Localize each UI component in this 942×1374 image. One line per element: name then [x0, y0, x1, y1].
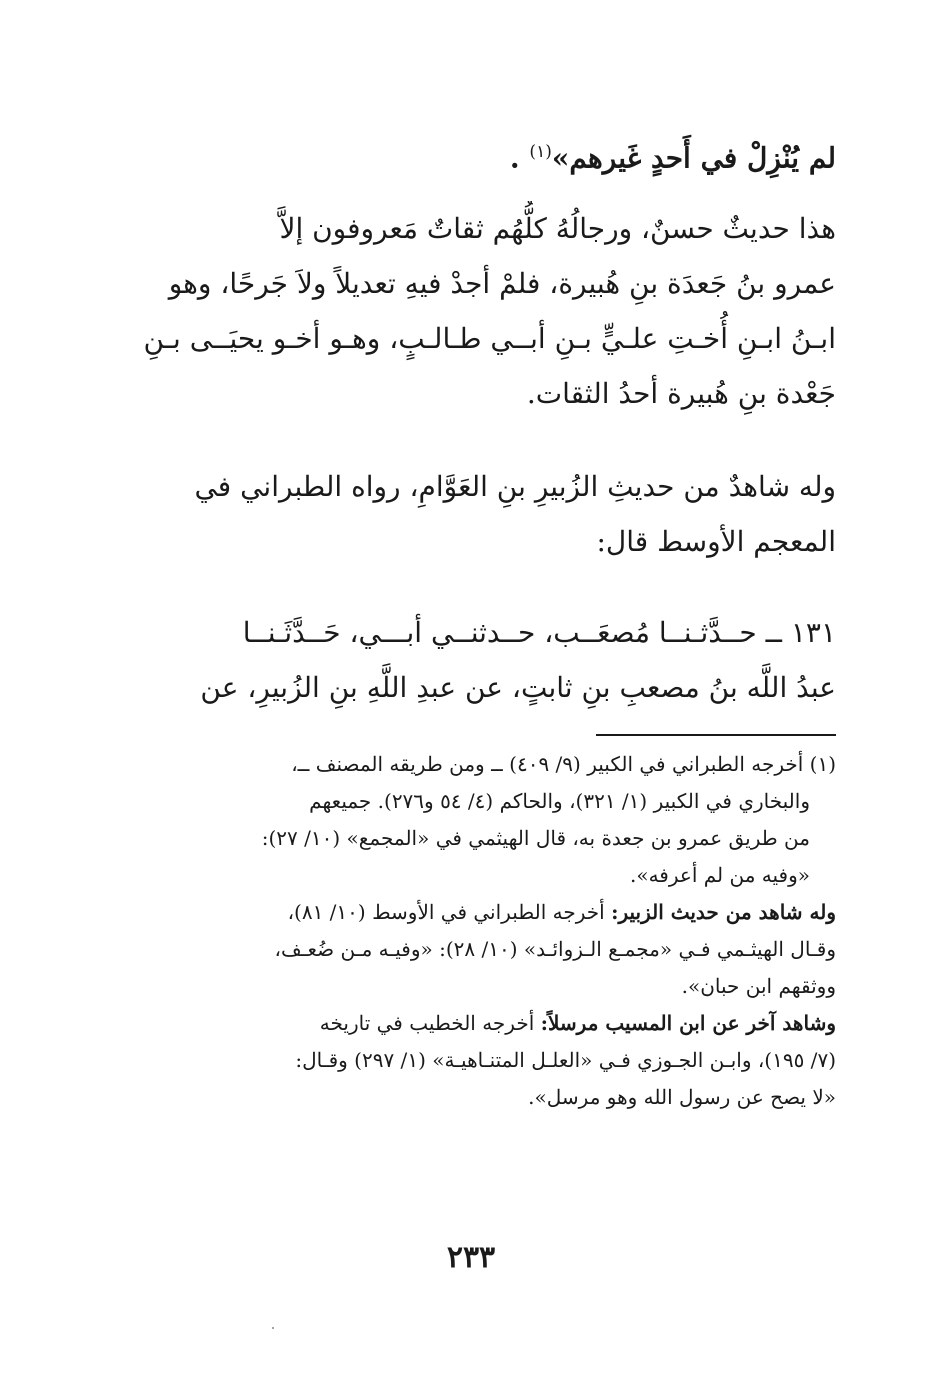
page-number: ٢٣٣ [446, 1240, 496, 1275]
footnote-line: ووثقهم ابن حبان». [681, 974, 836, 998]
opening-end: . [509, 141, 530, 175]
paragraph-line: هذا حديثٌ حسنٌ، ورجالُهُ كلُّهُم ثقاتٌ مَعروفون إلاَّ [279, 212, 836, 245]
opening-line [136, 125, 836, 180]
paragraph-line: المعجم الأوسط قال: [596, 525, 836, 558]
footnote-line: (١) أخرجه الطبراني في الكبير (٩/ ٤٠٩) ــ ومن طريقه المصنف ــ، [291, 752, 836, 776]
paragraph-line: وله شاهدٌ من حديثِ الزُبيرِ بنِ العَوَّامِ، رواه الطبراني في [194, 470, 836, 503]
footnote-separator [596, 734, 836, 736]
hadith-line: عبدُ اللَّه بنُ مصعبِ بنِ ثابتٍ، عن عبدِ اللَّهِ بنِ الزُبيرِ، عن [200, 671, 836, 704]
opening-text: لم يُنْزِلْ في أَحدٍ غَيرهم» [551, 141, 836, 175]
hadith-line: ١٣١ ــ حــدَّثـنــا مُصعَــب، حــدثنــي أبـــي، حَــدَّثَـنــا [242, 616, 836, 649]
footnote-line: «لا يصح عن رسول الله وهو مرسل». [528, 1085, 836, 1109]
footnote-heading: وشاهد آخر عن ابن المسيب مرسلاً: [540, 1011, 836, 1035]
footnote-line [136, 1005, 836, 1042]
paragraph-shahid [136, 459, 836, 569]
paragraph-hadith-grading [136, 201, 836, 421]
hadith-131 [136, 605, 836, 715]
footnote-text: أخرجه الخطيب في تاريخه [319, 1011, 541, 1035]
footnote-heading: وله شاهد من حديث الزبير: [611, 900, 836, 924]
paragraph-line: جَعْدة بنِ هُبيرة أحدُ الثقات. [526, 377, 836, 410]
footnote-line: «وفيه من لم أعرفه». [629, 863, 810, 887]
footnote-line: (٧/ ١٩٥)، وابـن الجـوزي فـي «العلـل المتنـاهيـة» (١/ ٢٩٧) وقـال: [295, 1048, 836, 1072]
opening-text-line [136, 125, 836, 180]
footnote-line: وقـال الهيثـمي فـي «مجمـع الـزوائـد» (١٠/ ٢٨): «وفيـه مـن ضُعـف، [274, 937, 836, 961]
footnote-line: من طريق عمرو بن جعدة به، قال الهيثمي في «المجمع» (١٠/ ٢٧): [261, 826, 810, 850]
footnotes [136, 746, 836, 1116]
footnote-line [136, 894, 836, 931]
footnote-text: أخرجه الطبراني في الأوسط (١٠/ ٨١)، [287, 900, 612, 924]
scan-speck [272, 1327, 274, 1329]
footnote-reference: (١) [529, 142, 552, 162]
paragraph-line: ابـنُ ابـنِ أُخـتِ علـيٍّ بـنِ أبــي طـالـبٍ، وهـو أخـو يحيَــى بـنِ [143, 322, 836, 355]
footnote-line: والبخاري في الكبير (١/ ٣٢١)، والحاكم (٤/ ٥٤ و٢٧٦). جميعهم [309, 789, 810, 813]
paragraph-line: عمرو بنُ جَعدَة بنِ هُبيرة، فلمْ أجدْ فيهِ تعديلاً ولاَ جَرحًا، وهو [168, 267, 836, 300]
